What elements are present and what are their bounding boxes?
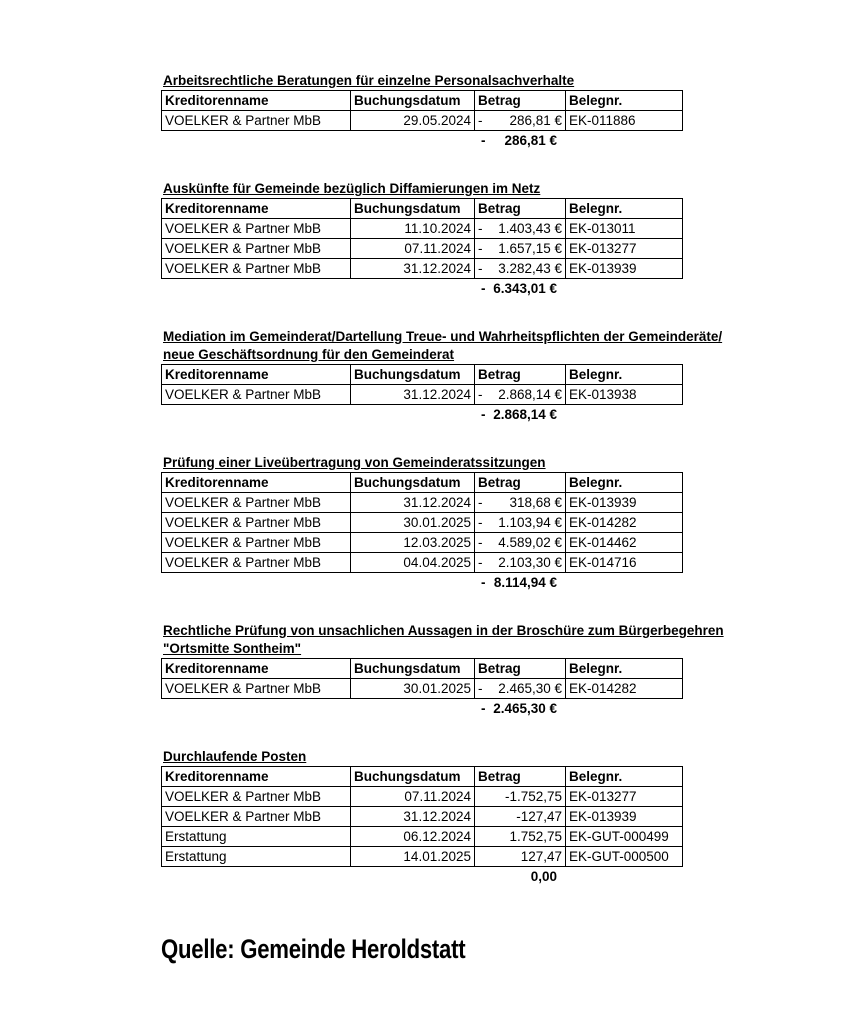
- amount-cell: [475, 111, 566, 131]
- section-title: Rechtliche Prüfung von unsachlichen Aussagen in der Broschüre zum Bürgerbegehren: [163, 623, 724, 638]
- section-total: [161, 699, 565, 719]
- amount-sign: -: [478, 554, 483, 570]
- total-sign: -: [481, 575, 486, 590]
- amount-cell: 127,47: [475, 847, 566, 867]
- table-row: [162, 847, 683, 867]
- section-1: [161, 72, 801, 180]
- amount-value: 286,81 €: [509, 112, 562, 128]
- header-date: Buchungsdatum: [351, 91, 475, 111]
- booking-table: [161, 90, 683, 131]
- amount-cell: [475, 493, 566, 513]
- amount-cell: -127,47: [475, 807, 566, 827]
- booking-table: [161, 364, 683, 405]
- header-amount: Betrag: [475, 91, 566, 111]
- header-name: Kreditorenname: [162, 365, 351, 385]
- creditor-name: VOELKER & Partner MbB: [162, 787, 351, 807]
- table-row: [162, 385, 683, 405]
- amount-sign: -: [478, 112, 483, 128]
- header-name: Kreditorenname: [162, 767, 351, 787]
- creditor-name: Erstattung: [162, 847, 351, 867]
- section-6: [161, 748, 801, 887]
- total-value: 0,00: [530, 869, 557, 884]
- booking-date: 11.10.2024: [351, 219, 475, 239]
- amount-cell: -1.752,75: [475, 787, 566, 807]
- creditor-name: VOELKER & Partner MbB: [162, 679, 351, 699]
- total-value: 2.868,14 €: [493, 407, 557, 422]
- booking-table: [161, 198, 683, 279]
- amount-cell: [475, 219, 566, 239]
- section-total: [161, 405, 565, 425]
- table-header-row: [162, 199, 683, 219]
- amount-sign: -: [478, 240, 483, 256]
- section-3: [161, 328, 801, 454]
- booking-date: 31.12.2024: [351, 807, 475, 827]
- amount-cell: [475, 513, 566, 533]
- total-sign: -: [481, 133, 486, 148]
- booking-date: 14.01.2025: [351, 847, 475, 867]
- table-row: [162, 827, 683, 847]
- amount-sign: -: [478, 514, 483, 530]
- creditor-name: VOELKER & Partner MbB: [162, 493, 351, 513]
- creditor-name: VOELKER & Partner MbB: [162, 553, 351, 573]
- receipt-number: EK-013939: [566, 493, 683, 513]
- header-date: Buchungsdatum: [351, 365, 475, 385]
- total-sign: -: [481, 407, 486, 422]
- booking-date: 31.12.2024: [351, 385, 475, 405]
- creditor-name: VOELKER & Partner MbB: [162, 533, 351, 553]
- creditor-name: Erstattung: [162, 827, 351, 847]
- header-amount: Betrag: [475, 659, 566, 679]
- amount-sign: -: [478, 220, 483, 236]
- table-header-row: [162, 91, 683, 111]
- booking-date: 06.12.2024: [351, 827, 475, 847]
- amount-sign: -: [478, 534, 483, 550]
- amount-cell: [475, 553, 566, 573]
- amount-value: 1.403,43 €: [498, 220, 562, 236]
- header-date: Buchungsdatum: [351, 659, 475, 679]
- table-header-row: [162, 365, 683, 385]
- table-row: [162, 807, 683, 827]
- booking-date: 30.01.2025: [351, 679, 475, 699]
- booking-table: [161, 658, 683, 699]
- section-gap: [161, 593, 801, 622]
- section-total: [161, 131, 565, 151]
- booking-table: [161, 472, 683, 573]
- creditor-name: VOELKER & Partner MbB: [162, 219, 351, 239]
- header-receipt: Belegnr.: [566, 91, 683, 111]
- creditor-name: VOELKER & Partner MbB: [162, 807, 351, 827]
- amount-sign: -: [478, 260, 483, 276]
- receipt-number: EK-014462: [566, 533, 683, 553]
- amount-value: 2.465,30 €: [498, 680, 562, 696]
- receipt-number: EK-011886: [566, 111, 683, 131]
- table-row: [162, 493, 683, 513]
- section-5: [161, 622, 801, 748]
- header-date: Buchungsdatum: [351, 473, 475, 493]
- header-date: Buchungsdatum: [351, 199, 475, 219]
- receipt-number: EK-014282: [566, 513, 683, 533]
- section-total: [161, 867, 565, 887]
- amount-sign: -: [478, 680, 483, 696]
- header-receipt: Belegnr.: [566, 473, 683, 493]
- receipt-number: EK-014716: [566, 553, 683, 573]
- booking-date: 30.01.2025: [351, 513, 475, 533]
- table-row: [162, 259, 683, 279]
- header-name: Kreditorenname: [162, 199, 351, 219]
- table-row: [162, 513, 683, 533]
- section-total: [161, 573, 565, 593]
- header-receipt: Belegnr.: [566, 365, 683, 385]
- booking-table: [161, 766, 683, 867]
- amount-cell: [475, 533, 566, 553]
- amount-value: 1.657,15 €: [498, 240, 562, 256]
- receipt-number: EK-014282: [566, 679, 683, 699]
- booking-date: 31.12.2024: [351, 493, 475, 513]
- table-row: [162, 553, 683, 573]
- receipt-number: EK-GUT-000499: [566, 827, 683, 847]
- table-row: [162, 787, 683, 807]
- booking-date: 07.11.2024: [351, 239, 475, 259]
- header-amount: Betrag: [475, 365, 566, 385]
- section-title: "Ortsmitte Sontheim": [163, 641, 302, 656]
- table-row: [162, 533, 683, 553]
- amount-cell: 1.752,75: [475, 827, 566, 847]
- header-amount: Betrag: [475, 473, 566, 493]
- header-date: Buchungsdatum: [351, 767, 475, 787]
- header-receipt: Belegnr.: [566, 659, 683, 679]
- header-amount: Betrag: [475, 767, 566, 787]
- header-name: Kreditorenname: [162, 91, 351, 111]
- section-gap: [161, 719, 801, 748]
- amount-value: 318,68 €: [509, 494, 562, 510]
- header-receipt: Belegnr.: [566, 199, 683, 219]
- amount-cell: [475, 259, 566, 279]
- receipt-number: EK-013011: [566, 219, 683, 239]
- header-amount: Betrag: [475, 199, 566, 219]
- header-receipt: Belegnr.: [566, 767, 683, 787]
- receipt-number: EK-GUT-000500: [566, 847, 683, 867]
- booking-date: 29.05.2024: [351, 111, 475, 131]
- creditor-name: VOELKER & Partner MbB: [162, 259, 351, 279]
- amount-cell: [475, 385, 566, 405]
- amount-sign: -: [478, 494, 483, 510]
- table-row: [162, 219, 683, 239]
- header-name: Kreditorenname: [162, 473, 351, 493]
- amount-value: 4.589,02 €: [498, 534, 562, 550]
- creditor-name: VOELKER & Partner MbB: [162, 111, 351, 131]
- section-title: Arbeitsrechtliche Beratungen für einzelne Personalsachverhalte: [163, 73, 575, 88]
- section-title: Auskünfte für Gemeinde bezüglich Diffamierungen im Netz: [163, 181, 541, 196]
- amount-value: 1.103,94 €: [498, 514, 562, 530]
- section-gap: [161, 299, 801, 328]
- section-title: Prüfung einer Liveübertragung von Gemeinderatssitzungen: [163, 455, 546, 470]
- receipt-number: EK-013277: [566, 787, 683, 807]
- section-2: [161, 180, 801, 328]
- section-title: neue Geschäftsordnung für den Gemeinderat: [163, 347, 455, 362]
- table-row: [162, 239, 683, 259]
- amount-value: 3.282,43 €: [498, 260, 562, 276]
- total-sign: -: [481, 701, 486, 716]
- amount-sign: -: [478, 386, 483, 402]
- table-row: [162, 111, 683, 131]
- table-header-row: [162, 473, 683, 493]
- table-header-row: [162, 767, 683, 787]
- receipt-number: EK-013939: [566, 259, 683, 279]
- document: [161, 72, 801, 887]
- booking-date: 04.04.2025: [351, 553, 475, 573]
- table-row: [162, 679, 683, 699]
- total-value: 6.343,01 €: [493, 281, 557, 296]
- receipt-number: EK-013939: [566, 807, 683, 827]
- receipt-number: EK-013277: [566, 239, 683, 259]
- source-caption: Quelle: Gemeinde Heroldstatt: [161, 934, 466, 964]
- section-4: [161, 454, 801, 622]
- booking-date: 31.12.2024: [351, 259, 475, 279]
- creditor-name: VOELKER & Partner MbB: [162, 239, 351, 259]
- total-value: 286,81 €: [504, 133, 557, 148]
- header-name: Kreditorenname: [162, 659, 351, 679]
- section-title: Mediation im Gemeinderat/Dartellung Treue- und Wahrheitspflichten der Gemeinderäte/: [163, 329, 723, 344]
- amount-cell: [475, 679, 566, 699]
- amount-value: 2.103,30 €: [498, 554, 562, 570]
- table-header-row: [162, 659, 683, 679]
- creditor-name: VOELKER & Partner MbB: [162, 385, 351, 405]
- section-gap: [161, 425, 801, 454]
- section-title: Durchlaufende Posten: [163, 749, 307, 764]
- creditor-name: VOELKER & Partner MbB: [162, 513, 351, 533]
- total-value: 2.465,30 €: [493, 701, 557, 716]
- section-gap: [161, 151, 801, 180]
- amount-value: 2.868,14 €: [498, 386, 562, 402]
- booking-date: 07.11.2024: [351, 787, 475, 807]
- total-sign: -: [481, 281, 486, 296]
- section-total: [161, 279, 565, 299]
- receipt-number: EK-013938: [566, 385, 683, 405]
- amount-cell: [475, 239, 566, 259]
- booking-date: 12.03.2025: [351, 533, 475, 553]
- total-value: 8.114,94 €: [493, 575, 557, 590]
